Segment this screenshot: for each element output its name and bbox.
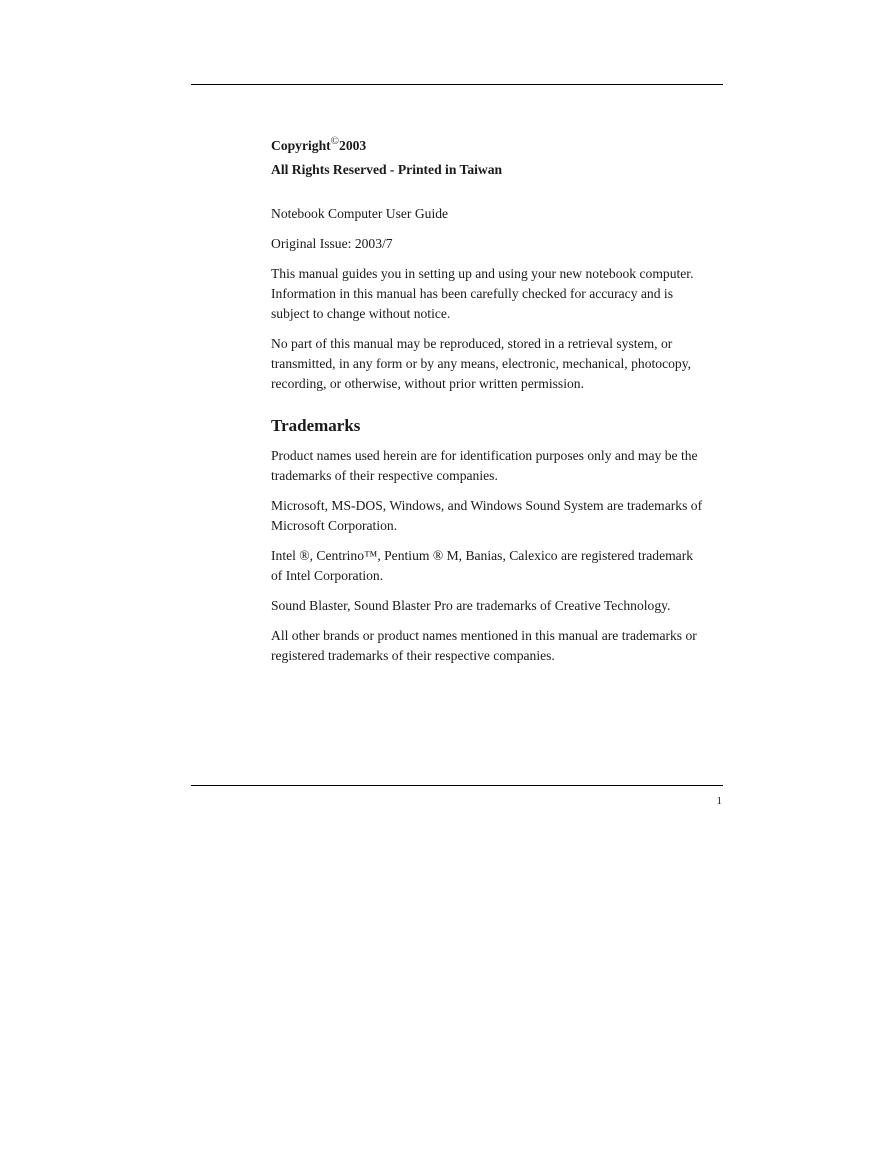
header-rule xyxy=(191,84,723,85)
line: No part of this manual may be reproduced, stored in a retrieval system, or xyxy=(271,336,673,351)
trademark-paragraph xyxy=(271,546,723,586)
line: Microsoft, MS-DOS, Windows, and Windows Sound System are trademarks of xyxy=(271,498,703,513)
copyright-symbol: © xyxy=(330,135,340,147)
page-number: 1 xyxy=(716,795,722,807)
line: All other brands or product names mentioned in this manual are trademarks or xyxy=(271,628,697,643)
trademarks-heading: Trademarks xyxy=(271,416,361,435)
trademark-paragraph xyxy=(271,596,723,616)
line: trademarks of their respective companies. xyxy=(271,468,498,483)
original-issue: Original Issue: 2003/7 xyxy=(271,236,393,251)
line: transmitted, in any form or by any means, electronic, mechanical, photocopy, xyxy=(271,356,692,371)
line: registered trademarks of their respective companies. xyxy=(271,648,555,663)
trademarks-section xyxy=(271,415,723,437)
trademark-paragraph xyxy=(271,446,723,486)
reproduction-notice xyxy=(271,334,723,394)
trademark-paragraph xyxy=(271,496,723,536)
rights-reserved: All Rights Reserved - Printed in Taiwan xyxy=(271,162,503,177)
line: Intel ®, Centrino™, Pentium ® M, Banias, Calexico are registered trademark xyxy=(271,548,694,563)
copyright-word: Copyright xyxy=(271,138,331,153)
copyright-year: 2003 xyxy=(339,138,367,153)
line: of Intel Corporation. xyxy=(271,568,384,583)
line: Microsoft Corporation. xyxy=(271,518,398,533)
intro-paragraph xyxy=(271,264,723,324)
line: recording, or otherwise, without prior written permission. xyxy=(271,376,584,391)
trademark-paragraph xyxy=(271,626,723,666)
footer-rule xyxy=(191,785,723,786)
guide-title: Notebook Computer User Guide xyxy=(271,206,449,221)
line: subject to change without notice. xyxy=(271,306,451,321)
line: This manual guides you in setting up and using your new notebook computer. xyxy=(271,266,694,281)
line: Sound Blaster, Sound Blaster Pro are trademarks of Creative Technology. xyxy=(271,598,671,613)
copyright-line xyxy=(271,130,723,152)
page-content xyxy=(271,130,723,666)
line: Information in this manual has been carefully checked for accuracy and is xyxy=(271,286,673,301)
line: Product names used herein are for identification purposes only and may be the xyxy=(271,448,698,463)
